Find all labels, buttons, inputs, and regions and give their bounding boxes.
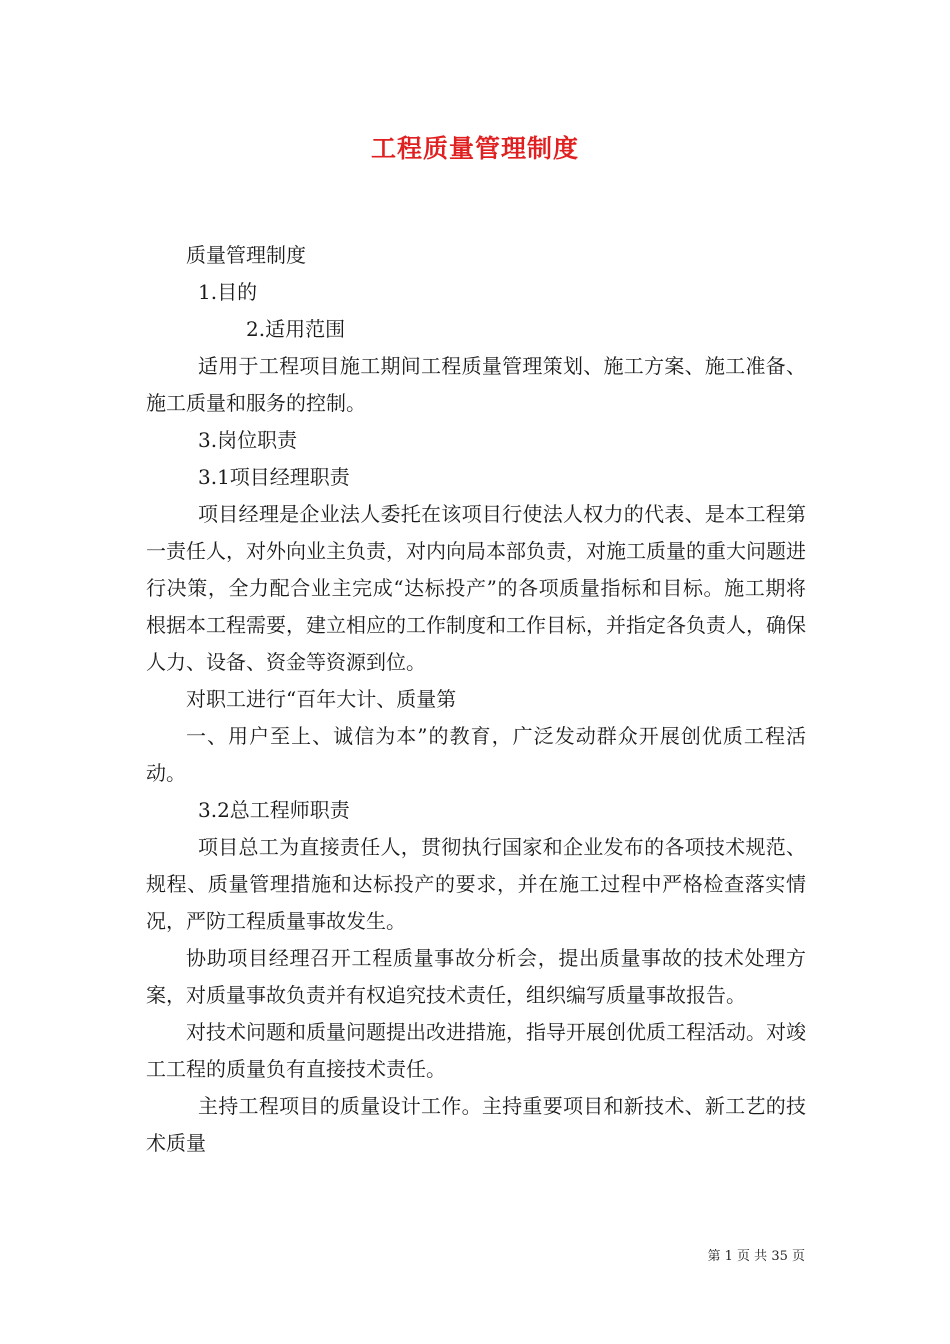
- document-title: 工程质量管理制度: [370, 134, 579, 163]
- document-body: [146, 237, 806, 1162]
- paragraph: 对职工进行“百年大计、质量第: [186, 687, 457, 711]
- section-heading-purpose: 1.目的: [198, 280, 258, 304]
- paragraph-heading: 质量管理制度: [186, 243, 306, 267]
- section-heading-scope: 2.适用范围: [246, 317, 346, 341]
- section-heading-duties: 3.岗位职责: [198, 428, 298, 452]
- paragraph: 一、用户至上、诚信为本”的教育，广泛发动群众开展创优质工程活动。: [146, 724, 806, 785]
- page-footer: 第 1 页 共 35 页: [707, 1249, 805, 1264]
- paragraph: 对技术问题和质量问题提出改进措施，指导开展创优质工程活动。对竣工工程的质量负有直接技术责任。: [146, 1020, 806, 1081]
- section-heading-pm-duties: 3.1项目经理职责: [198, 465, 350, 489]
- paragraph: 适用于工程项目施工期间工程质量管理策划、施工方案、施工准备、施工质量和服务的控制。: [146, 354, 806, 415]
- paragraph: 主持工程项目的质量设计工作。主持重要项目和新技术、新工艺的技术质量: [146, 1094, 806, 1155]
- paragraph: 项目总工为直接责任人，贯彻执行国家和企业发布的各项技术规范、规程、质量管理措施和达标投产的要求，并在施工过程中严格检查落实情况，严防工程质量事故发生。: [146, 835, 806, 933]
- paragraph: 协助项目经理召开工程质量事故分析会，提出质量事故的技术处理方案，对质量事故负责并有权追究技术责任，组织编写质量事故报告。: [146, 946, 806, 1007]
- section-heading-ce-duties: 3.2总工程师职责: [198, 798, 350, 822]
- paragraph: 项目经理是企业法人委托在该项目行使法人权力的代表、是本工程第一责任人，对外向业主负责，对内向局本部负责，对施工质量的重大问题进行决策，全力配合业主完成“达标投产”的各项质量指标和目标。施工期将根据本工程需要，建立相应的工作制度和工作目标，并指定各负责人，确保人力、设备、资金等资源到位。: [146, 502, 806, 674]
